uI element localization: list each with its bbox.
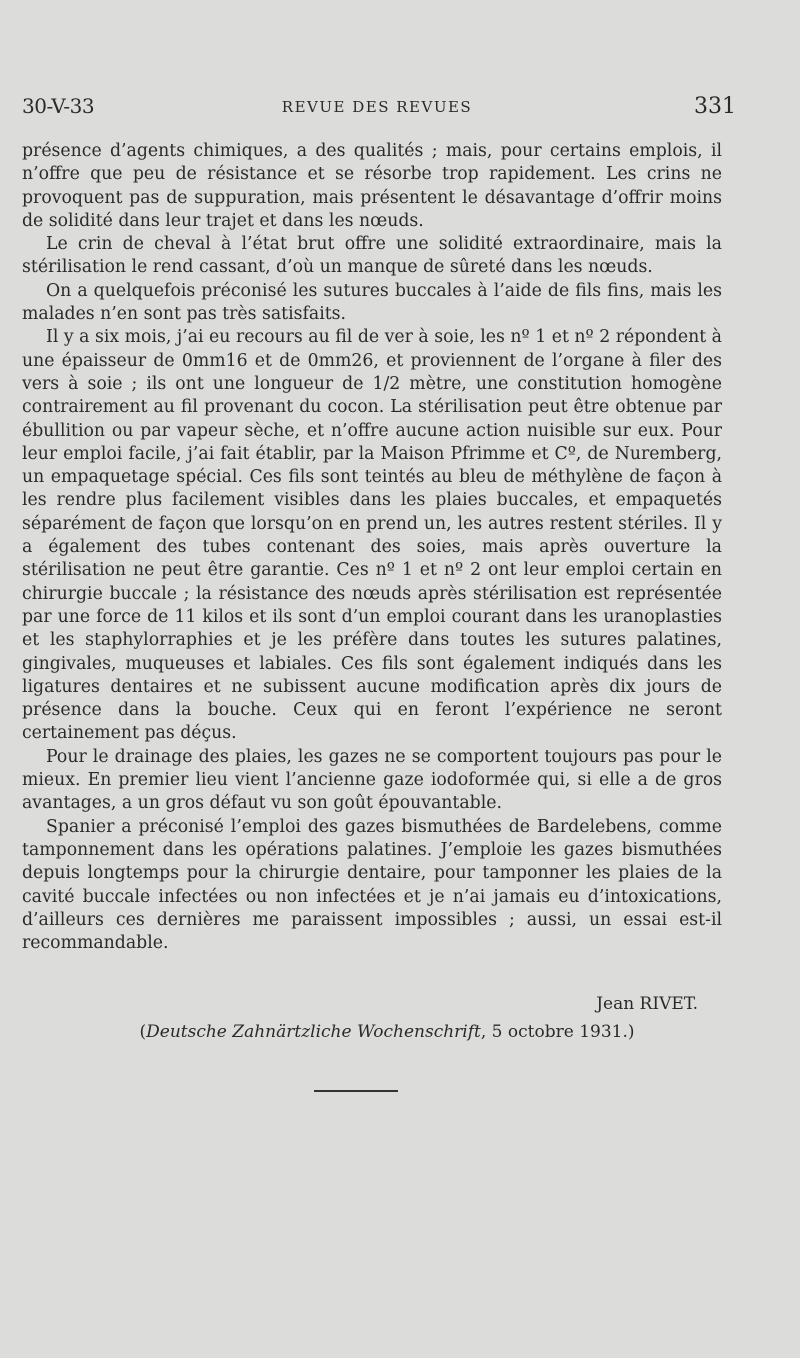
- paragraph: présence d’agents chimiques, a des qualités ; mais, pour certains emplois, il n’offre que peu de résistance et se résorbe trop rapidement. Les crins ne provoquent pas de suppuration, mais présentent le désavantage d’offrir moins de solidité dans leur trajet et dans les nœuds.: [22, 141, 722, 231]
- section-divider: [314, 1090, 398, 1092]
- paragraph: Pour le drainage des plaies, les gazes ne se comportent toujours pas pour le mieux. En premier lieu vient l’ancienne gaze iodoformée qui, si elle a de gros avantages, a un gros défaut vu son goût épouvantable.: [22, 746, 722, 814]
- author-signature: Jean RIVET.: [596, 994, 698, 1014]
- paragraph: Il y a six mois, j’ai eu recours au fil de ver à soie, les nº 1 et nº 2 répondent à une épaisseur de 0mm16 et de 0mm26, et proviennent de l’organe à filer des vers à soie ; ils ont une longueur de 1/2 mètre, une constitution homogène contrairement au fil provenant du cocon. La stérilisation peut être obtenue par ébullition ou par vapeur sèche, et n’offre aucune action nuisible sur eux. Pour leur emploi facile, j’ai fait établir, par la Maison Pfrimme et Cº, de Nuremberg, un empaquetage spécial. Ces fils sont teintés au bleu de méthylène de façon à les rendre plus facilement visibles dans les plaies buccales, et empaquetés séparément de façon que lorsqu’on en prend un, les autres restent stériles. Il y a également des tubes contenant des soies, mais après ouverture la stérilisation ne peut être garantie. Ces nº 1 et nº 2 ont leur emploi certain en chirurgie buccale ; la résistance des nœuds après stérilisation est représentée par une force de 11 kilos et ils sont d’un emploi courant dans les uranoplasties et les staphylorraphies et je les préfère dans toutes les sutures palatines, gingivales, muqueuses et labiales. Ces fils sont également indiqués dans les ligatures dentaires et ne subissent aucune modification après dix jours de présence dans la bouche. Ceux qui en feront l’expérience ne seront certainement pas déçus.: [22, 327, 722, 744]
- source-citation: [22, 1022, 722, 1042]
- source-journal: Deutsche Zahnärtzliche Wochenschrift: [146, 1022, 481, 1042]
- paragraph: On a quelquefois préconisé les sutures buccales à l’aide de fils fins, mais les malades n’en sont pas très satisfaits.: [22, 280, 722, 325]
- paragraph: Spanier a préconisé l’emploi des gazes bismuthées de Bardelebens, comme tamponnement dans les opérations palatines. J’emploie les gazes bismuthées depuis longtemps pour la chirurgie dentaire, pour tamponner les plaies de la cavité buccale infectées ou non infectées et je n’ai jamais eu d’intoxications, d’ailleurs ces dernières me paraissent impossibles ; aussi, un essai est-il recommandable.: [22, 816, 722, 954]
- source-date: , 5 octobre 1931.): [480, 1022, 635, 1042]
- paragraph: Le crin de cheval à l’état brut offre une solidité extraordinaire, mais la stérilisation le rend cassant, d’où un manque de sûreté dans les nœuds.: [22, 234, 722, 278]
- page-number: 331: [694, 94, 736, 119]
- article-body: [22, 140, 722, 955]
- page-header: [22, 94, 736, 124]
- source-open: (: [139, 1022, 147, 1042]
- header-date: 30-V-33: [22, 94, 95, 118]
- running-title: REVUE DES REVUES: [281, 98, 473, 116]
